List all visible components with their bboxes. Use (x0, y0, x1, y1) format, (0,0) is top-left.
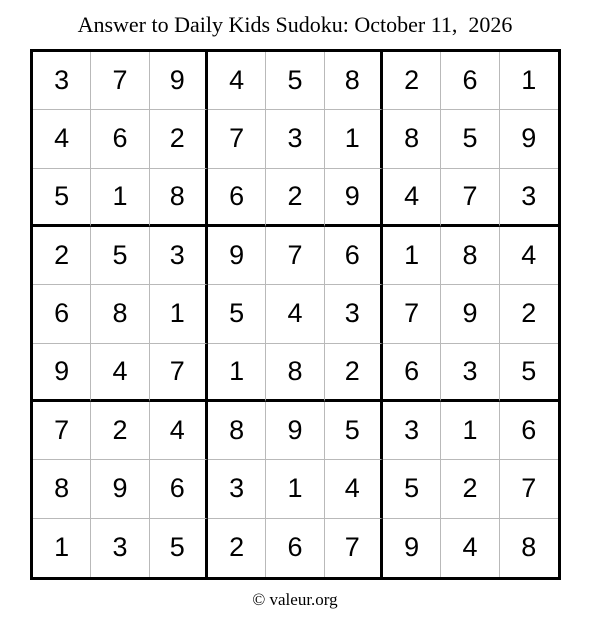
sudoku-cell-r7-c7: 3 (383, 402, 441, 460)
sudoku-cell-r4-c9: 4 (500, 227, 558, 285)
sudoku-cell-r5-c3: 1 (150, 285, 208, 343)
sudoku-cell-r7-c3: 4 (150, 402, 208, 460)
sudoku-cell-r2-c4: 7 (208, 110, 266, 168)
sudoku-cell-r7-c6: 5 (325, 402, 383, 460)
sudoku-cell-r8-c9: 7 (500, 460, 558, 518)
sudoku-cell-r8-c7: 5 (383, 460, 441, 518)
sudoku-cell-r3-c1: 5 (33, 169, 91, 227)
sudoku-cell-r2-c3: 2 (150, 110, 208, 168)
sudoku-cell-r2-c7: 8 (383, 110, 441, 168)
sudoku-cell-r9-c8: 4 (441, 519, 499, 577)
sudoku-cell-r6-c5: 8 (266, 344, 324, 402)
sudoku-cell-r9-c5: 6 (266, 519, 324, 577)
sudoku-cell-r6-c9: 5 (500, 344, 558, 402)
sudoku-cell-r7-c2: 2 (91, 402, 149, 460)
sudoku-cell-r7-c9: 6 (500, 402, 558, 460)
sudoku-cell-r3-c2: 1 (91, 169, 149, 227)
sudoku-cell-r5-c2: 8 (91, 285, 149, 343)
sudoku-cell-r1-c7: 2 (383, 52, 441, 110)
sudoku-cell-r9-c2: 3 (91, 519, 149, 577)
sudoku-cell-r1-c8: 6 (441, 52, 499, 110)
sudoku-cell-r3-c7: 4 (383, 169, 441, 227)
sudoku-cell-r4-c3: 3 (150, 227, 208, 285)
sudoku-cell-r8-c4: 3 (208, 460, 266, 518)
sudoku-cell-r5-c7: 7 (383, 285, 441, 343)
sudoku-cell-r4-c2: 5 (91, 227, 149, 285)
sudoku-cell-r8-c3: 6 (150, 460, 208, 518)
sudoku-cell-r5-c9: 2 (500, 285, 558, 343)
sudoku-cell-r7-c5: 9 (266, 402, 324, 460)
sudoku-cell-r2-c5: 3 (266, 110, 324, 168)
sudoku-cell-r6-c4: 1 (208, 344, 266, 402)
sudoku-cell-r8-c5: 1 (266, 460, 324, 518)
sudoku-cell-r2-c6: 1 (325, 110, 383, 168)
sudoku-cell-r6-c1: 9 (33, 344, 91, 402)
sudoku-cell-r6-c8: 3 (441, 344, 499, 402)
sudoku-cell-r8-c6: 4 (325, 460, 383, 518)
copyright-footer: © valeur.org (252, 590, 338, 609)
sudoku-cell-r1-c3: 9 (150, 52, 208, 110)
sudoku-cell-r4-c4: 9 (208, 227, 266, 285)
sudoku-cell-r3-c6: 9 (325, 169, 383, 227)
sudoku-cell-r5-c8: 9 (441, 285, 499, 343)
sudoku-board (30, 49, 561, 580)
sudoku-cell-r2-c2: 6 (91, 110, 149, 168)
page-title: Answer to Daily Kids Sudoku: October 11, 2026 (77, 12, 513, 37)
sudoku-cell-r7-c1: 7 (33, 402, 91, 460)
sudoku-cell-r8-c8: 2 (441, 460, 499, 518)
sudoku-cell-r5-c6: 3 (325, 285, 383, 343)
sudoku-cell-r1-c6: 8 (325, 52, 383, 110)
sudoku-cell-r1-c9: 1 (500, 52, 558, 110)
sudoku-cell-r6-c6: 2 (325, 344, 383, 402)
sudoku-cell-r4-c7: 1 (383, 227, 441, 285)
sudoku-cell-r4-c8: 8 (441, 227, 499, 285)
sudoku-cell-r9-c1: 1 (33, 519, 91, 577)
sudoku-cell-r3-c9: 3 (500, 169, 558, 227)
sudoku-cell-r8-c2: 9 (91, 460, 149, 518)
sudoku-cell-r2-c9: 9 (500, 110, 558, 168)
sudoku-cell-r9-c9: 8 (521, 532, 537, 563)
sudoku-cell-r3-c3: 8 (150, 169, 208, 227)
sudoku-cell-r3-c4: 6 (208, 169, 266, 227)
sudoku-cell-r5-c4: 5 (208, 285, 266, 343)
sudoku-cell-r9-c6: 7 (325, 519, 383, 577)
sudoku-cell-r2-c8: 5 (441, 110, 499, 168)
sudoku-cell-r3-c5: 2 (266, 169, 324, 227)
sudoku-cell-r1-c4: 4 (208, 52, 266, 110)
sudoku-cell-r2-c1: 4 (33, 110, 91, 168)
sudoku-cell-r3-c8: 7 (441, 169, 499, 227)
sudoku-cell-r9-c7: 9 (383, 519, 441, 577)
sudoku-cell-r9-c3: 5 (150, 519, 208, 577)
sudoku-cell-r7-c4: 8 (208, 402, 266, 460)
sudoku-cell-r8-c1: 8 (33, 460, 91, 518)
sudoku-cell-r5-c1: 6 (33, 285, 91, 343)
sudoku-cell-r1-c1: 3 (33, 52, 91, 110)
sudoku-cell-r1-c5: 5 (266, 52, 324, 110)
sudoku-cell-r4-c1: 2 (33, 227, 91, 285)
sudoku-cell-r6-c7: 6 (383, 344, 441, 402)
sudoku-cell-r4-c6: 6 (325, 227, 383, 285)
sudoku-cell-r7-c8: 1 (441, 402, 499, 460)
sudoku-cell-r6-c3: 7 (150, 344, 208, 402)
sudoku-cell-r4-c5: 7 (266, 227, 324, 285)
sudoku-cell-r6-c2: 4 (91, 344, 149, 402)
sudoku-cell-r1-c2: 7 (91, 52, 149, 110)
sudoku-cell-r5-c5: 4 (266, 285, 324, 343)
sudoku-cell-r9-c4: 2 (208, 519, 266, 577)
